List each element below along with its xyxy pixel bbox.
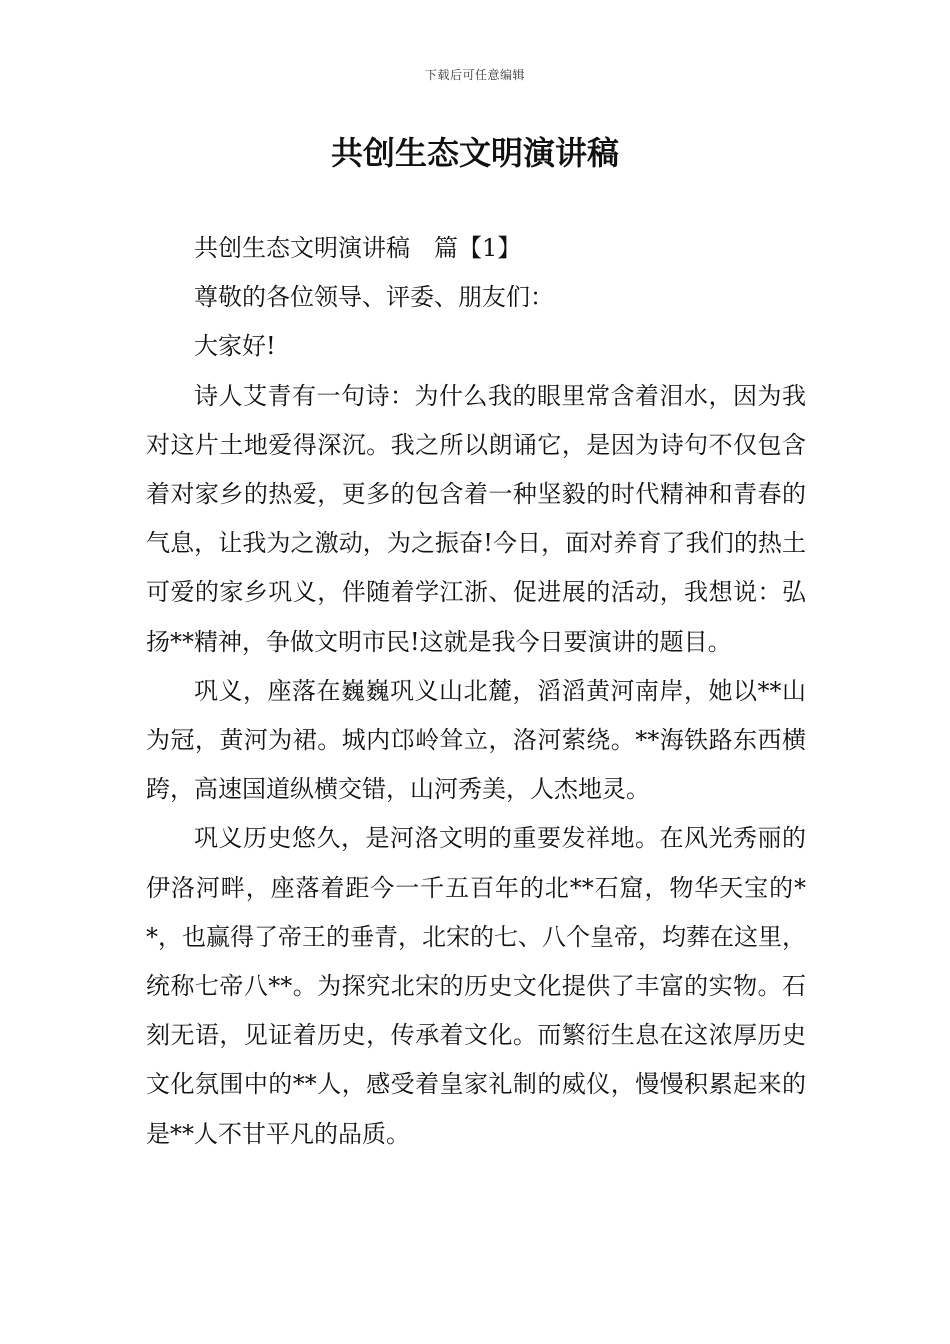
document-title: 共创生态文明演讲稿 [330, 134, 619, 172]
header-note: 下载后可任意编辑 [424, 68, 525, 82]
paragraph-section-heading: 共创生态文明演讲稿 篇【1】 [194, 234, 522, 262]
paragraph-body: 巩义，座落在巍巍巩义山北麓，滔滔黄河南岸，她以**山为冠，黄河为裙。城内邙岭耸立，洛河萦绕。**海铁路东西横跨，高速国道纵横交错，山河秀美，人杰地灵。 [146, 676, 806, 804]
document-body [146, 224, 806, 1159]
paragraph-greeting: 大家好! [194, 332, 276, 361]
paragraph-salutation: 尊敬的各位领导、评委、朋友们： [194, 283, 554, 312]
paragraph-body: 诗人艾青有一句诗：为什么我的眼里常含着泪水，因为我对这片土地爱得深沉。我之所以朗诵它，是因为诗句不仅包含着对家乡的热爱，更多的包含着一种坚毅的时代精神和青春的气息，让我为之激动，为之振奋!今日，面对养育了我们的热土可爱的家乡巩义，伴随着学江浙、促进展的活动，我想说：弘扬**精神，争做文明市民!这就是我今日要演讲的题目。 [146, 381, 806, 656]
paragraph-body: 巩义历史悠久，是河洛文明的重要发祥地。在风光秀丽的伊洛河畔，座落着距今一千五百年的北**石窟，物华天宝的**，也赢得了帝王的垂青，北宋的七、八个皇帝，均葬在这里，统称七帝八**。为探究北宋的历史文化提供了丰富的实物。石刻无语，见证着历史，传承着文化。而繁衍生息在这浓厚历史文化氛围中的**人，感受着皇家礼制的威仪，慢慢积累起来的是**人不甘平凡的品质。 [146, 824, 806, 1148]
